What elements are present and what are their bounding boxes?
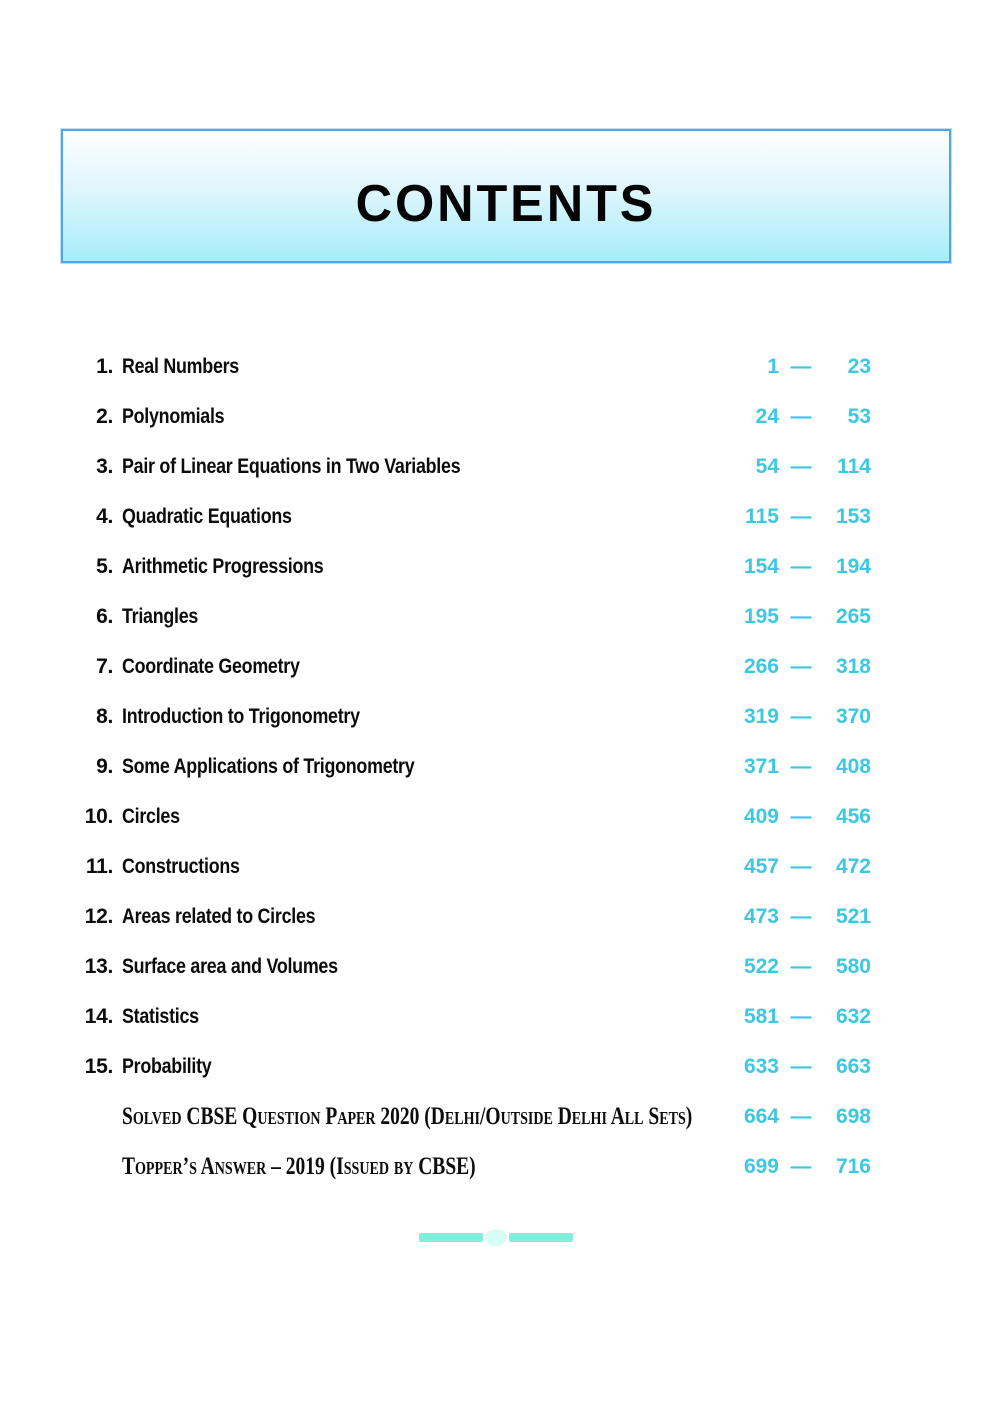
chapter-title: Constructions [122,855,240,878]
page-start: 699 [743,1155,779,1178]
page-end: 521 [835,905,871,928]
page-end: 153 [835,505,871,528]
page-range [723,542,871,592]
chapter-number: 12. [84,905,113,928]
toc-row [0,942,992,992]
page-range [723,392,871,442]
chapter-title: Some Applications of Trigonometry [122,755,415,778]
page-range-dash: — [790,555,812,578]
toc-row [0,642,992,692]
page-range [723,1042,871,1092]
page-end: 265 [835,605,871,628]
page-end: 663 [835,1055,871,1078]
page-start: 522 [743,955,779,978]
page-end: 23 [847,355,871,378]
page-end: 472 [835,855,871,878]
toc-list [0,342,992,1192]
page-range [723,842,871,892]
page-range [723,642,871,692]
page-start: 266 [743,655,779,678]
chapter-number: 10. [84,805,113,828]
chapter-number: 6. [96,605,113,628]
page-range-dash: — [790,1155,812,1178]
page-end: 456 [835,805,871,828]
page-range-dash: — [790,505,812,528]
page-start: 195 [743,605,779,628]
page-range [723,1092,871,1142]
page-range-dash: — [790,1105,812,1128]
toc-row [0,992,992,1042]
page-start: 1 [767,355,779,378]
chapter-number: 2. [96,405,113,428]
chapter-title: Polynomials [122,405,225,428]
page-start: 457 [743,855,779,878]
page-end: 408 [835,755,871,778]
chapter-number: 7. [96,655,113,678]
page-range [723,342,871,392]
page-end: 53 [847,405,871,428]
toc-row [0,1042,992,1092]
chapter-number: 8. [96,705,113,728]
page-range [723,442,871,492]
chapter-number: 13. [84,955,113,978]
chapter-number: 5. [96,555,113,578]
toc-row [0,542,992,592]
page-range [723,792,871,842]
page-range-dash: — [790,355,812,378]
toc-row [0,892,992,942]
page-end: 580 [835,955,871,978]
toc-row [0,842,992,892]
page-end: 194 [835,555,871,578]
divider-bar-right [509,1233,573,1242]
page-start: 319 [743,705,779,728]
page-range-dash: — [790,855,812,878]
page-start: 633 [743,1055,779,1078]
page-range [723,742,871,792]
chapter-title: Pair of Linear Equations in Two Variables [122,455,461,478]
contents-header-box [61,129,951,263]
page-range [723,1142,871,1192]
page-start: 409 [743,805,779,828]
page-range [723,942,871,992]
chapter-title: Triangles [122,605,199,628]
chapter-title: Coordinate Geometry [122,655,300,678]
page-range-dash: — [790,655,812,678]
page-end: 698 [835,1105,871,1128]
page-range-dash: — [790,605,812,628]
chapter-title: Introduction to Trigonometry [122,705,360,728]
page-start: 154 [743,555,779,578]
page-range-dash: — [790,955,812,978]
toc-row [0,342,992,392]
chapter-title: Areas related to Circles [122,905,316,928]
page-range-dash: — [790,705,812,728]
page-end: 318 [835,655,871,678]
page-range-dash: — [790,805,812,828]
chapter-number: 9. [96,755,113,778]
page-range [723,992,871,1042]
page-range [723,692,871,742]
chapter-number: 4. [96,505,113,528]
chapter-number: 3. [96,455,113,478]
toc-row [0,692,992,742]
toc-row [0,792,992,842]
divider-oval [485,1229,507,1246]
page-end: 632 [835,1005,871,1028]
page-range-dash: — [790,455,812,478]
chapter-title: Statistics [122,1005,199,1028]
page-end: 114 [837,455,871,478]
toc-row [0,392,992,442]
page-start: 24 [755,405,779,428]
page-start: 473 [743,905,779,928]
chapter-title: Circles [122,805,180,828]
chapter-title: Solved CBSE Question Paper 2020 (Delhi/Outside Delhi All Sets) [122,1103,693,1130]
page-range-dash: — [790,405,812,428]
chapter-title: Surface area and Volumes [122,955,338,978]
chapter-number: 14. [84,1005,113,1028]
page-range [723,892,871,942]
page-range-dash: — [790,1055,812,1078]
divider-bar-left [419,1233,483,1242]
page-title: CONTENTS [355,175,657,233]
page-end: 370 [835,705,871,728]
page-range [723,592,871,642]
toc-row [0,442,992,492]
toc-row [0,492,992,542]
page-start: 54 [755,455,779,478]
toc-row [0,1092,992,1142]
page-start: 115 [745,505,779,528]
decorative-divider [0,1229,992,1246]
chapter-title: Real Numbers [122,355,239,378]
toc-row [0,1142,992,1192]
page-start: 581 [743,1005,779,1028]
page-start: 664 [743,1105,779,1128]
chapter-title: Quadratic Equations [122,505,292,528]
toc-row [0,742,992,792]
chapter-number: 15. [84,1055,113,1078]
chapter-title: Arithmetic Progressions [122,555,324,578]
chapter-number: 1. [96,355,113,378]
page-range-dash: — [790,905,812,928]
chapter-number: 11. [85,855,113,878]
toc-row [0,592,992,642]
chapter-title: Probability [122,1055,212,1078]
page-end: 716 [835,1155,871,1178]
chapter-title: Topper’s Answer – 2019 (Issued by CBSE) [122,1153,476,1180]
page-range-dash: — [790,1005,812,1028]
page-start: 371 [743,755,779,778]
page-range [723,492,871,542]
page-range-dash: — [790,755,812,778]
